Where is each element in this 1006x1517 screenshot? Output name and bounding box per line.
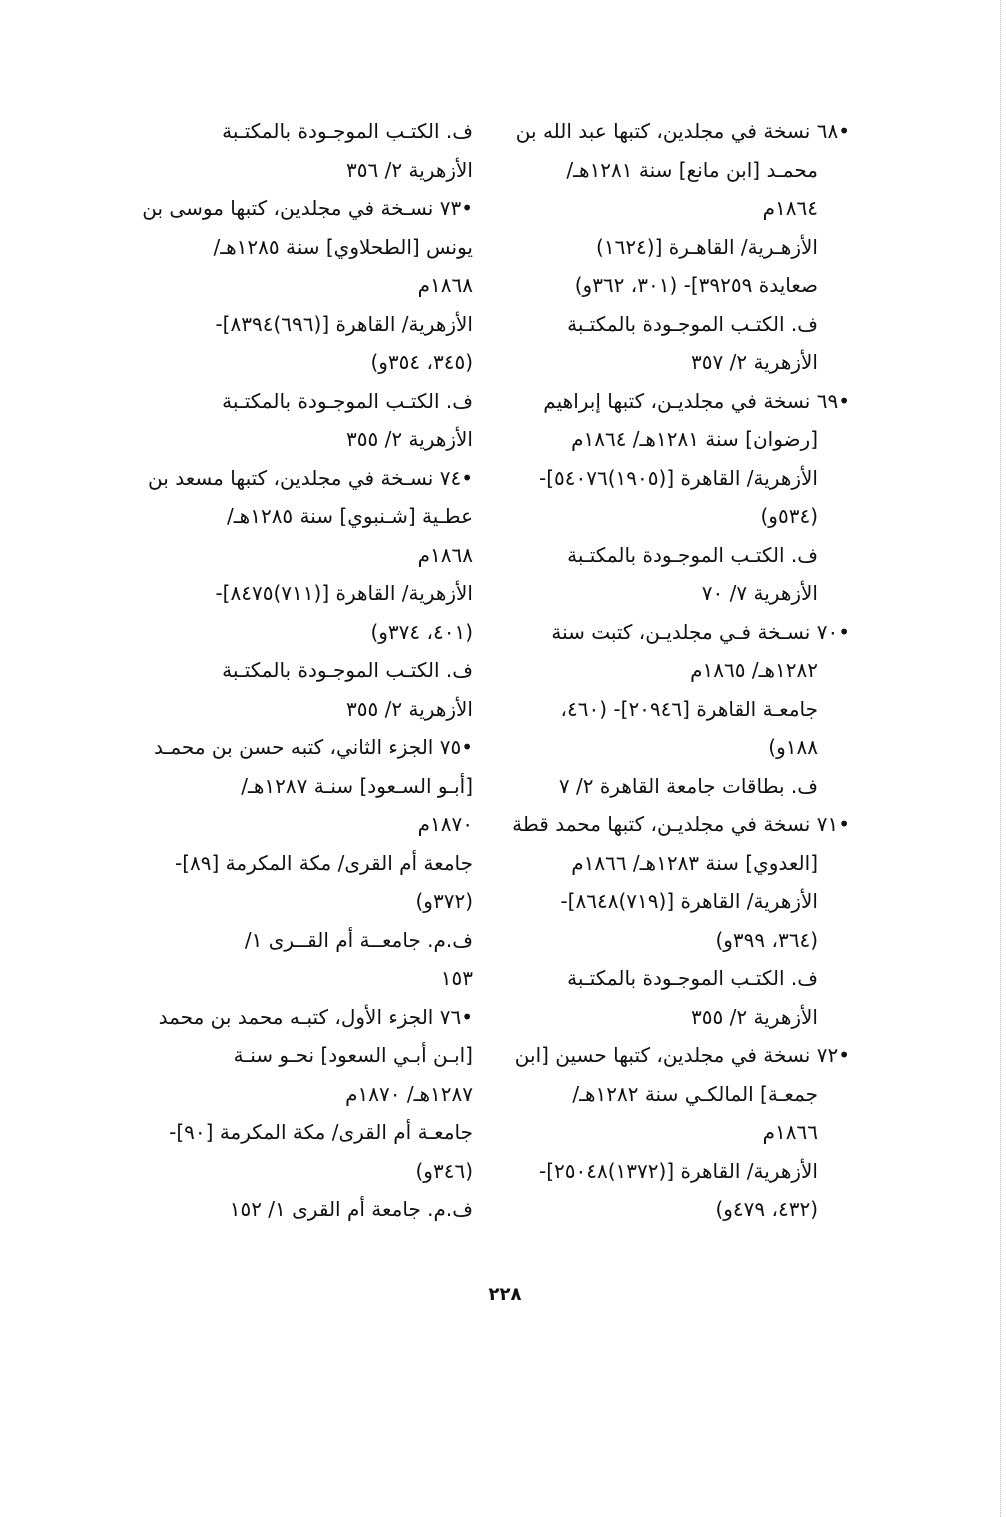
entry-line: [أبـو السـعود] سنـة ١٢٨٧هـ/ (241, 773, 473, 798)
page-edge-divider (1000, 0, 1002, 1517)
entry-line: ف. بطاقات جامعة القاهرة ٢/ ٧ (558, 773, 818, 798)
entry-line: ف. الكتـب الموجـودة بالمكتـبة (222, 388, 473, 413)
entry-line: الأزهرية/ القاهرة [(٧١٩)٨٦٤٨]- (560, 889, 818, 913)
entry-69 (510, 382, 850, 613)
entry-line: الأزهرية ٢/ ٣٥٥ (691, 1004, 818, 1029)
entry-line: الأزهرية/ القاهرة [(٧١١)٨٤٧٥]- (215, 581, 473, 605)
entry-line: ١٨٦٦م (762, 1120, 818, 1144)
right-column (510, 112, 850, 1229)
page-number: ٢٢٨ (488, 1284, 522, 1305)
entry-74 (128, 459, 473, 729)
entry-line: محمـد [ابن مانع] سنة ١٢٨١هـ/ (566, 157, 818, 182)
entry-line: ١٨٨و) (768, 735, 818, 759)
entry-line: الأزهـرية/ القاهـرة [(١٦٢٤) (596, 234, 818, 259)
entry-line: ف. الكتـب الموجـودة بالمكتـبة (222, 658, 473, 682)
entry-line: (٤٣٢، ٤٧٩و) (715, 1197, 818, 1221)
entry-line: [ابـن أبـي السعود] نحـو سنـة (233, 1043, 473, 1067)
entry-line: ١٨٧٠م (417, 812, 473, 836)
entry-line: (٤٠١، ٣٧٤و) (370, 619, 473, 644)
entry-line: (٣٤٥، ٣٥٤و) (370, 350, 473, 374)
entry-line: [العدوي] سنة ١٢٨٣هـ/ ١٨٦٦م (571, 850, 818, 875)
entry-line: •٧٤ نسـخة في مجلدين، كتبها مسعد بن (148, 465, 473, 490)
entry-line: جامعة أم القرى/ مكة المكرمة [٨٩]- (175, 850, 473, 875)
entry-line: •٦٩ نسخة في مجلديـن، كتبها إبراهيم (543, 388, 850, 413)
entry-line: يونس [الطحلاوي] سنة ١٢٨٥هـ/ (213, 234, 473, 259)
entry-line: جامعـة القاهرة [٢٠٩٤٦]- (٤٦٠، (560, 696, 818, 721)
entry-line: •٧٦ الجزء الأول، كتبـه محمد بن محمد (158, 1004, 473, 1029)
entry-line: عطـية [شـنبوي] سنة ١٢٨٥هـ/ (227, 504, 473, 528)
entry-line: صعايدة ٣٩٢٥٩]- (٣٠١، ٣٦٢و) (574, 273, 818, 297)
entry-line: [رضوان] سنة ١٢٨١هـ/ ١٨٦٤م (571, 427, 818, 451)
entry-line: (٣٧٢و) (415, 889, 473, 913)
entry-line: ف. الكتـب الموجـودة بالمكتـبة (567, 311, 818, 336)
entry-71 (510, 805, 850, 1036)
entry-line: الأزهرية/ القاهرة [(٦٩٦)٨٣٩٤]- (215, 311, 473, 336)
entry-line: •٧١ نسخة في مجلديـن، كتبها محمد قطة (512, 812, 850, 836)
entry-line: الأزهرية ٢/ ٣٥٧ (691, 350, 818, 374)
entry-line: ١٨٦٨م (417, 273, 473, 297)
entry-line: ف. الكتـب الموجـودة بالمكتـبة (222, 119, 473, 143)
entry-line: •٧٠ نسـخة فـي مجلديـن، كتبت سنة (551, 619, 850, 644)
entry-line: ١٢٨٢هـ/ ١٨٦٥م (690, 658, 818, 682)
entry-line: (٣٤٦و) (415, 1158, 473, 1183)
entry-line: ١٢٨٧هـ/ ١٨٧٠م (345, 1081, 473, 1106)
entry-70 (510, 613, 850, 806)
entry-line: الأزهرية ٢/ ٣٥٥ (346, 696, 473, 721)
entry-line: جمعـة] المالكـي سنة ١٢٨٢هـ/ (572, 1081, 818, 1106)
entry-line: ف. الكتـب الموجـودة بالمكتـبة (567, 966, 818, 990)
entry-line: (٣٦٤، ٣٩٩و) (715, 927, 818, 952)
entry-line: ف. الكتـب الموجـودة بالمكتـبة (567, 542, 818, 567)
entry-line: الأزهرية ٢/ ٣٥٥ (346, 427, 473, 451)
entry-73 (128, 189, 473, 459)
entry-68 (510, 112, 850, 382)
entry-76 (128, 998, 473, 1229)
left-column (128, 112, 473, 1229)
entry-line: الأزهرية/ القاهرة [(١٣٧٢)٢٥٠٤٨]- (538, 1158, 818, 1183)
entry-line: ١٨٦٤م (762, 196, 818, 220)
entry-continuation (128, 112, 473, 189)
entry-line: (٥٣٤و) (760, 504, 818, 528)
entry-line: الأزهرية ٧/ ٧٠ (701, 581, 818, 605)
entry-72 (510, 1036, 850, 1229)
entry-line: •٧٢ نسخة في مجلدين، كتبها حسين [ابن (514, 1043, 850, 1067)
entry-line: •٦٨ نسخة في مجلدين، كتبها عبد الله بن (515, 119, 850, 143)
entry-line: •٧٣ نسـخة في مجلدين، كتبها موسى بن (142, 196, 473, 220)
entry-line: ف.م. جامعــة أم القــرى ١/ (244, 927, 473, 952)
entry-line: جامعـة أم القرى/ مكة المكرمة [٩٠]- (169, 1120, 473, 1144)
entry-line: الأزهرية/ القاهرة [(١٩٠٥)٥٤٠٧٦]- (538, 465, 818, 490)
entry-75 (128, 728, 473, 998)
entry-line: ف.م. جامعة أم القرى ١/ ١٥٢ (229, 1197, 473, 1221)
entry-line: الأزهرية ٢/ ٣٥٦ (346, 157, 473, 182)
entry-line: ١٥٣ (440, 966, 473, 990)
entry-line: ١٨٦٨م (417, 542, 473, 567)
entry-line: •٧٥ الجزء الثاني، كتبه حسن بن محمـد (154, 735, 473, 759)
